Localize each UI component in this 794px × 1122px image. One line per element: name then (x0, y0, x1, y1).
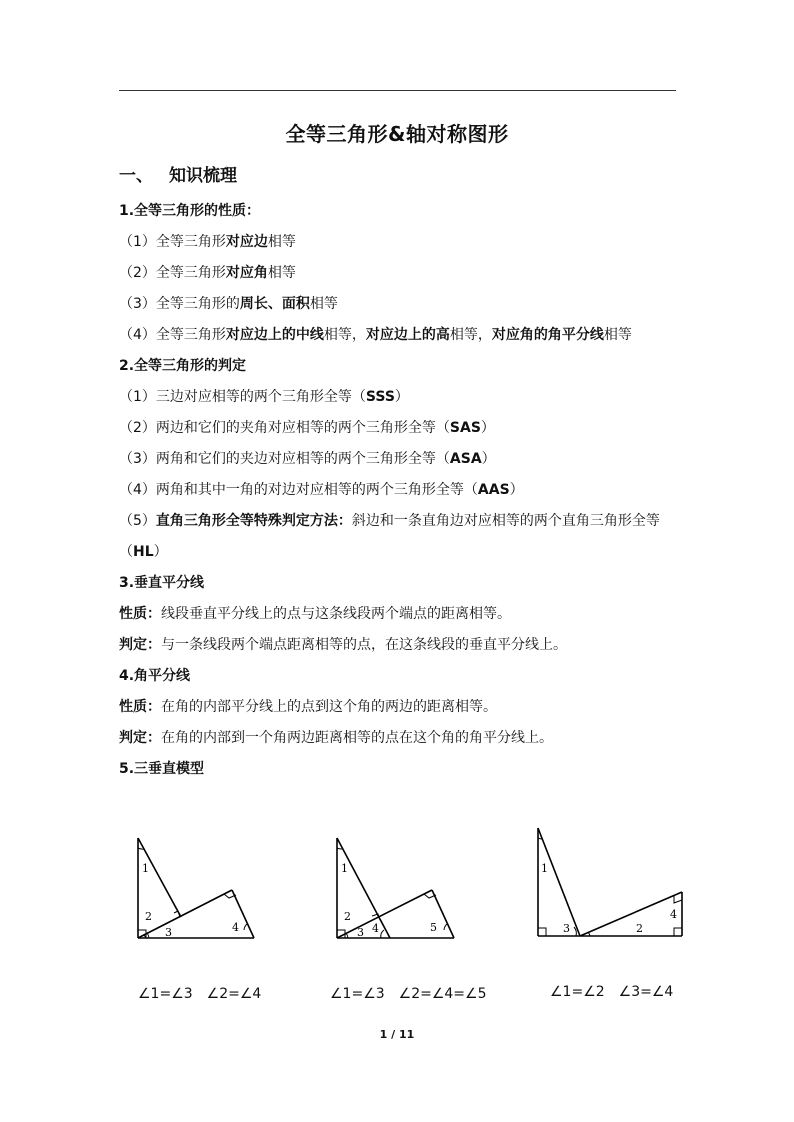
subsection-heading: 5.三垂直模型 (119, 761, 205, 777)
figure-1-caption: ∠1=∠3 ∠2=∠4 (138, 986, 262, 1002)
section-number: 一、 (119, 166, 153, 186)
list-item: （1）全等三角形对应边相等 (119, 234, 296, 250)
list-item: （4）全等三角形对应边上的中线相等，对应边上的高相等，对应角的角平分线相等 (119, 327, 632, 343)
list-item: （4）两角和其中一角的对边对应相等的两个三角形全等（AAS） (119, 482, 524, 498)
angle-label: 2 (636, 922, 643, 935)
header-rule (119, 90, 676, 91)
angle-label: 5 (430, 921, 437, 934)
angle-label: 2 (344, 910, 351, 923)
list-item: （2）全等三角形对应角相等 (119, 265, 296, 281)
list-item: （5）直角三角形全等特殊判定方法：斜边和一条直角边对应相等的两个直角三角形全等（HL） (119, 513, 660, 560)
angle-label: 2 (145, 910, 152, 923)
figure-3 (538, 828, 682, 936)
page-number: 1 / 11 (379, 1028, 415, 1041)
list-item: （2）两边和它们的夹角对应相等的两个三角形全等（SAS） (119, 420, 495, 436)
figure-3-caption: ∠1=∠2 ∠3=∠4 (550, 984, 674, 1000)
subsection-heading: 2.全等三角形的判定 (119, 358, 247, 374)
document-body (119, 196, 679, 785)
angle-label: 3 (563, 922, 570, 935)
section-label: 知识梳理 (169, 166, 237, 186)
angle-label: 3 (357, 926, 364, 939)
angle-label: 4 (670, 908, 677, 921)
angle-label: 1 (341, 862, 348, 875)
property-line: 性质：线段垂直平分线上的点与这条线段两个端点的距离相等。 (119, 606, 511, 622)
judgement-line: 判定：在角的内部到一个角两边距离相等的点在这个角的角平分线上。 (119, 730, 553, 746)
list-item: （3）两角和它们的夹边对应相等的两个三角形全等（ASA） (119, 451, 496, 467)
subsection-heading: 1.全等三角形的性质： (119, 203, 261, 219)
property-line: 性质：在角的内部平分线上的点到这个角的两边的距离相等。 (119, 699, 497, 715)
angle-label: 1 (541, 862, 548, 875)
subsection-heading: 3.垂直平分线 (119, 575, 205, 591)
page-title: 全等三角形&轴对称图形 (285, 122, 509, 146)
angle-label: 4 (372, 922, 379, 935)
list-item: （1）三边对应相等的两个三角形全等（SSS） (119, 389, 409, 405)
judgement-line: 判定：与一条线段两个端点距离相等的点，在这条线段的垂直平分线上。 (119, 637, 567, 653)
angle-label: 4 (232, 921, 239, 934)
list-item: （3）全等三角形的周长、面积相等 (119, 296, 338, 312)
figure-2-caption: ∠1=∠3 ∠2=∠4=∠5 (330, 986, 487, 1002)
section-heading (119, 161, 237, 186)
angle-label: 3 (165, 926, 172, 939)
subsection-heading: 4.角平分线 (119, 668, 191, 684)
angle-label: 1 (142, 862, 149, 875)
three-perpendicular-figures (0, 820, 794, 1020)
